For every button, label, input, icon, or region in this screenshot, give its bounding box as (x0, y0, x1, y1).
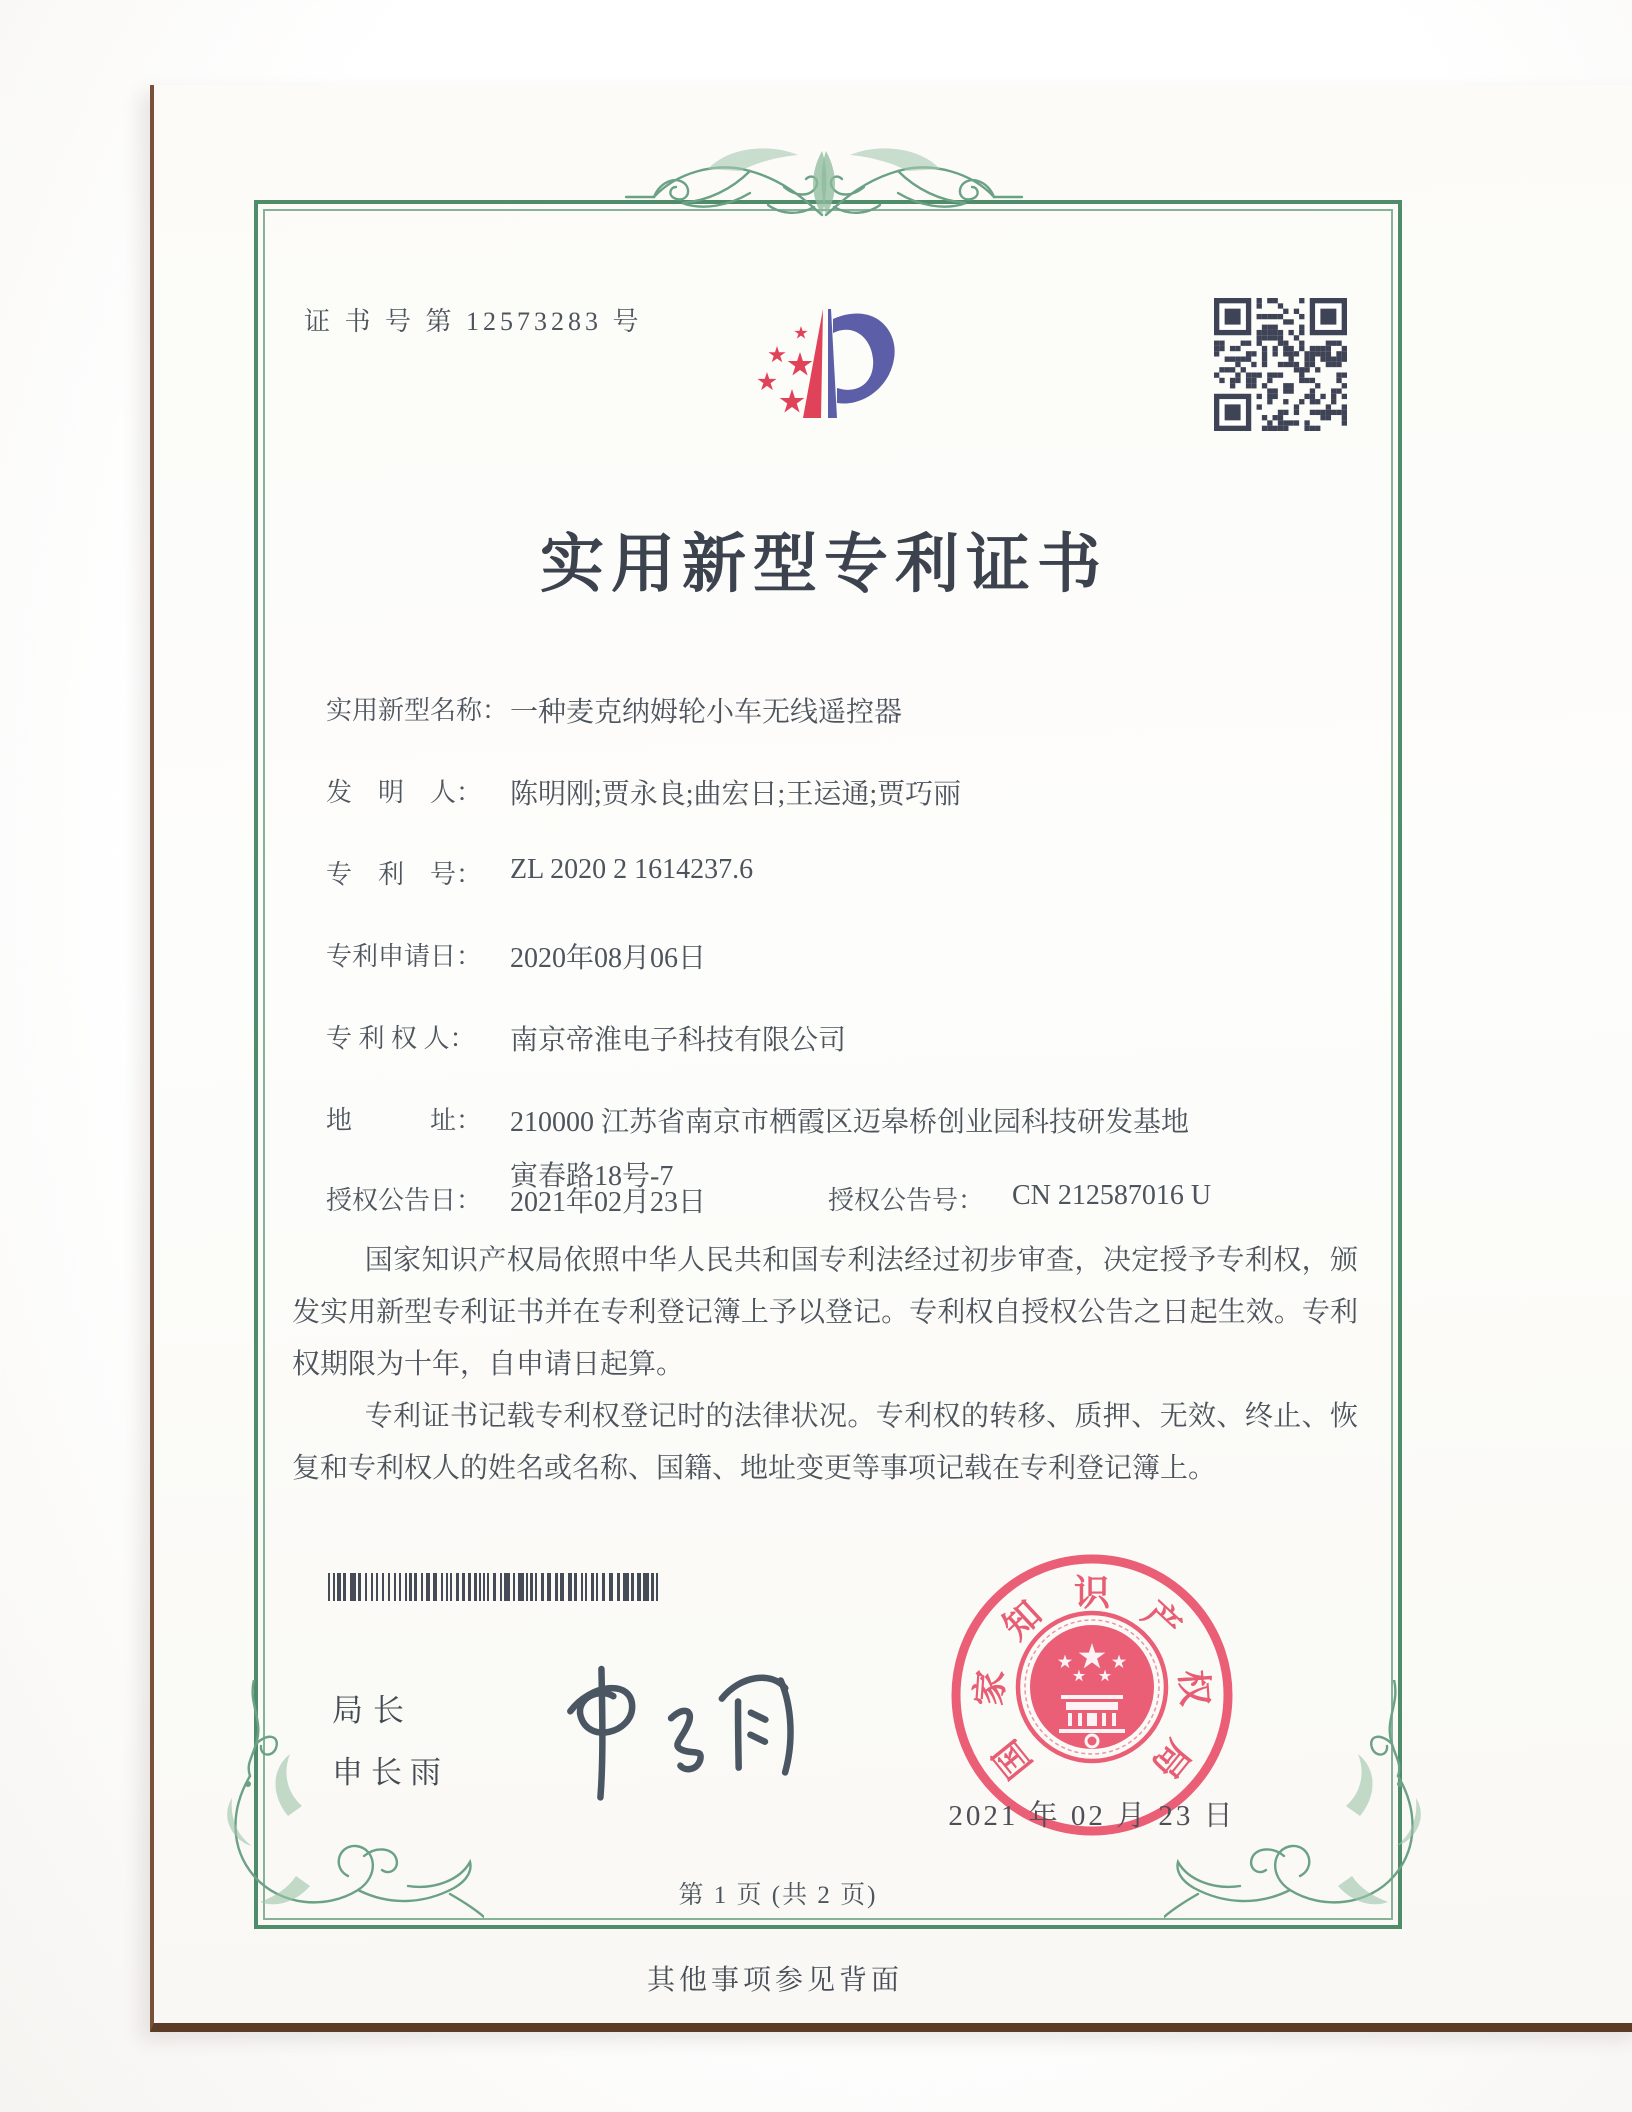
field-value: ZL 2020 2 1614237.6 (510, 854, 754, 885)
body-paragraph-2: 专利证书记载专利权登记时的法律状况。专利权的转移、质押、无效、终止、恢复和专利权人的姓名或名称、国籍、地址变更等事项记载在专利登记簿上。 (292, 1401, 1358, 1484)
qr-code (1214, 298, 1347, 434)
field-label: 专利申请日： (326, 942, 483, 971)
field-label: 地 址： (326, 1106, 483, 1135)
field-value: 一种麦克纳姆轮小车无线遥控器 (510, 697, 903, 728)
address-line-1: 210000 江苏省南京市栖霞区迈皋桥创业园科技研发基地 (510, 1107, 1190, 1138)
seal-ring-char: 家 (969, 1668, 1012, 1708)
top-border-ornament (624, 135, 1024, 251)
certificate-title: 实用新型专利证书 (540, 529, 1108, 600)
certificate-number: 证 书 号 第 12573283 号 (304, 307, 643, 336)
field-row-name (326, 690, 902, 730)
page-number: 第 1 页 (共 2 页) (678, 1882, 878, 1909)
legal-body-text (292, 1235, 1358, 1495)
commissioner-name: 申长雨 (332, 1755, 449, 1790)
seal-ring-char: 识 (1073, 1573, 1110, 1613)
field-value: 2020年08月06日 (510, 943, 707, 974)
field-value: 2021年02月23日 (510, 1187, 707, 1218)
barcode (328, 1573, 661, 1601)
seal-ring-char: 权 (1172, 1668, 1215, 1708)
field-row-inventors (326, 772, 961, 812)
field-row-grant (326, 1180, 1211, 1220)
field-label: 授权公告日： (326, 1186, 483, 1215)
back-note: 其他事项参见背面 (646, 1965, 903, 1996)
field-label: 专 利 号： (326, 860, 483, 889)
seal-ring-char: 局 (1144, 1732, 1199, 1786)
seal-date: 2021 年 02 月 23 日 (948, 1800, 1236, 1832)
field-value: 南京帝淮电子科技有限公司 (510, 1025, 847, 1056)
commissioner-signature (539, 1641, 839, 1821)
field-label: 专 利 权 人： (326, 1024, 476, 1053)
seal-ring-char: 产 (1134, 1593, 1189, 1648)
field-row-filing-date (326, 936, 706, 976)
field-label: 发 明 人： (326, 778, 483, 807)
field-label: 授权公告号： (828, 1186, 985, 1215)
field-label: 实用新型名称： (326, 696, 509, 725)
commissioner-title: 局长 (332, 1693, 414, 1728)
seal-ring-char: 国 (985, 1732, 1040, 1786)
body-paragraph-1: 国家知识产权局依照中华人民共和国专利法经过初步审查，决定授予专利权，颁发实用新型专利证书并在专利登记簿上予以登记。专利权自授权公告之日起生效。专利权期限为十年，自申请日起算。 (292, 1245, 1358, 1380)
address-line-2: 寅春路18号-7 (510, 1161, 674, 1192)
field-value: CN 212587016 U (1012, 1180, 1212, 1211)
field-row-patentee (326, 1018, 846, 1058)
seal-ring-char: 知 (995, 1593, 1050, 1648)
field-value: 陈明刚;贾永良;曲宏日;王运通;贾巧丽 (510, 779, 962, 810)
field-row-patent-no (326, 854, 753, 891)
certificate-paper (150, 85, 1632, 2032)
cnipa-patent-logo-icon (727, 291, 927, 461)
